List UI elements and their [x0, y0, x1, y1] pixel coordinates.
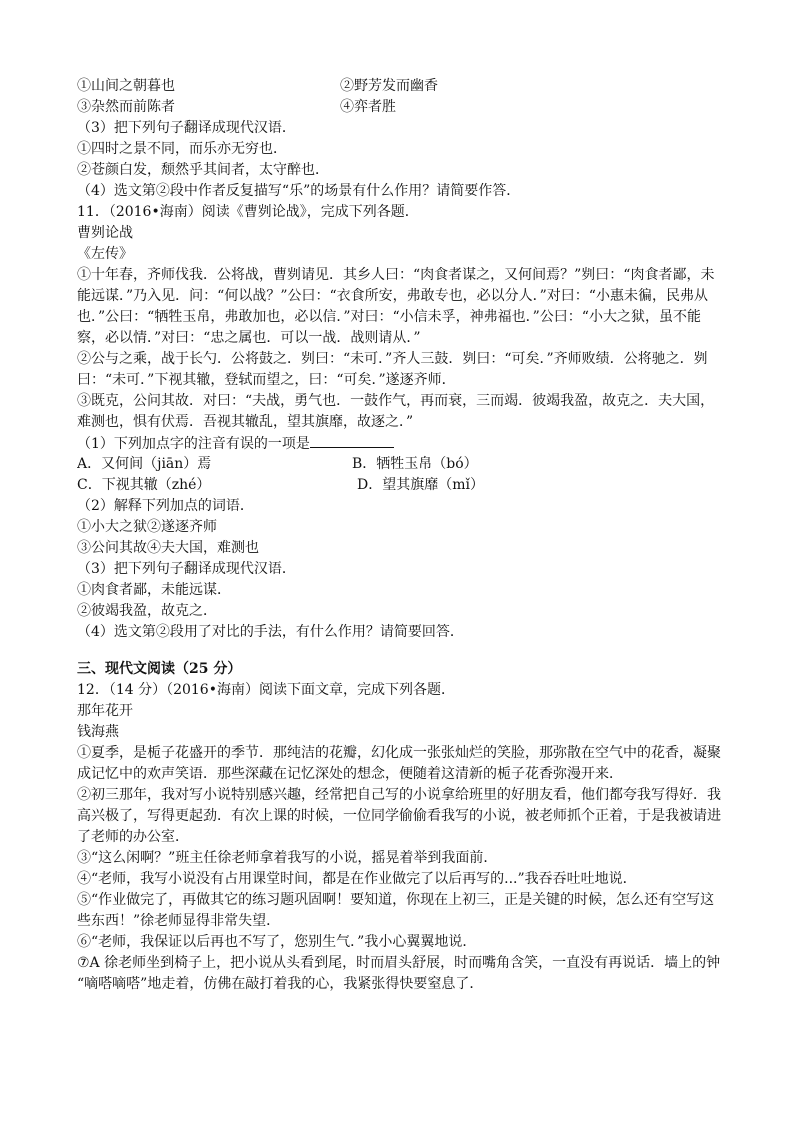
answer-row: [77, 76, 727, 96]
option-b: B．牺牲玉帛（bó）: [352, 456, 478, 472]
option-d: D．望其旗靡（mǐ）: [357, 477, 484, 493]
question-intro: 11．（2016•海南）阅读《曹刿论战》，完成下列各题．: [77, 204, 419, 220]
question-text: ②彼竭我盈，故克之．: [77, 603, 217, 619]
passage-line: 察，必以情．”对曰：“忠之属也．可以一战．战则请从．”: [77, 330, 421, 346]
option-row: [77, 454, 727, 474]
passage-line: 也．”公曰：“牺牲玉帛，弗敢加也，必以信．”对曰：“小信未孚，神弗福也．”公曰：“小大之狱，虽不能: [77, 309, 701, 325]
section-heading: 三、现代文阅读（25 分）: [77, 661, 242, 677]
passage-author: 钱海燕: [77, 724, 119, 740]
passage-line: “嘀嗒嘀嗒”地走着，仿佛在敲打着我的心，我紧张得快要窒息了．: [77, 976, 484, 992]
passage-line: ②初三那年，我对写小说特别感兴趣，经常把自己写的小说拿给班里的好朋友看，他们都夸我写得好．我: [77, 787, 721, 803]
item-4: ④弈者胜: [340, 99, 396, 115]
passage-line: 了老师的办公室．: [77, 829, 189, 845]
passage-line: 曰：“未可．”下视其辙，登轼而望之，曰：“可矣．”遂逐齐师．: [77, 372, 456, 388]
item-1: ①山间之朝暮也: [77, 78, 175, 94]
passage-line: ⑥“老师，我保证以后再也不写了，您别生气．”我小心翼翼地说．: [77, 934, 477, 950]
passage-title: 那年花开: [77, 703, 133, 719]
question-text: （3）把下列句子翻译成现代汉语．: [77, 561, 296, 577]
item-2: ②野芳发而幽香: [340, 78, 438, 94]
passage-line: ②公与之乘，战于长勺．公将鼓之．刿曰：“未可．”齐人三鼓．刿曰：“可矣．”齐师败绩．公将驰之．刿: [77, 351, 708, 367]
question-text: ②苍颜白发，颓然乎其间者，太守醉也．: [77, 162, 329, 178]
passage-line: ③“这么闲啊？”班主任徐老师拿着我写的小说，摇晃着举到我面前．: [77, 850, 498, 866]
passage-line: ⑤“作业做完了，再做其它的练习题巩固啊！要知道，你现在上初三，正是关键的时候，怎么还有空写这: [77, 892, 715, 908]
question-text: （3）把下列句子翻译成现代汉语．: [77, 120, 296, 136]
passage-line: 成记忆中的欢声笑语．那些深藏在记忆深处的想念，便随着这清新的栀子花香弥漫开来．: [77, 766, 623, 782]
question-text: （4）选文第②段用了对比的手法，有什么作用？请简要回答．: [77, 624, 464, 640]
passage-line: 能远谋．”乃入见．问：“何以战？”公曰：“衣食所安，弗敢专也，必以分人．”对曰：“小惠未徧，民弗从: [77, 288, 708, 304]
passage-source: 《左传》: [77, 246, 133, 262]
answer-blank[interactable]: [310, 433, 394, 448]
passage-line: ①十年春，齐师伐我．公将战，曹刿请见．其乡人曰：“肉食者谋之，又何间焉？”刿曰：“肉食者鄙，未: [77, 267, 715, 283]
passage-line: 难测也，惧有伏焉．吾视其辙乱，望其旗靡，故逐之．”: [77, 414, 414, 430]
question-text: [77, 433, 727, 453]
answer-row: [77, 97, 727, 117]
question-text: （4）选文第②段中作者反复描写“乐”的场景有什么作用？请简要作答．: [77, 183, 521, 199]
question-intro: 12．（14 分）（2016•海南）阅读下面文章，完成下列各题．: [77, 682, 455, 698]
passage-line: ⑦A 徐老师坐到椅子上，把小说从头看到尾，时而眉头舒展，时而嘴角含笑，一直没有再说话．墙上的钟: [77, 955, 721, 971]
question-text: ①四时之景不同，而乐亦无穷也．: [77, 141, 287, 157]
option-row: [77, 475, 727, 495]
passage-line: ①夏季，是栀子花盛开的季节．那纯洁的花瓣，幻化成一张张灿烂的笑脸，那弥散在空气中的花香，凝聚: [77, 745, 721, 761]
question-text: ①小大之狱②遂逐齐师: [77, 519, 217, 535]
item-3: ③杂然而前陈者: [77, 99, 175, 115]
passage-title: 曹刿论战: [77, 225, 133, 241]
passage-line: 些东西！”徐老师显得非常失望．: [77, 913, 281, 929]
passage-line: ③既克，公问其故．对曰：“夫战，勇气也．一鼓作气，再而衰，三而竭．彼竭我盈，故克之．夫大国，: [77, 393, 715, 409]
question-text: ③公问其故④夫大国，难测也: [77, 540, 259, 556]
passage-line: ④“老师，我写小说没有占用课堂时间，都是在作业做完了以后再写的...”我吞吞吐吐地说．: [77, 871, 637, 887]
question-text: ①肉食者鄙，未能远谋．: [77, 582, 231, 598]
option-a: A．又何间（jiān）焉: [77, 456, 212, 472]
option-c: C．下视其辙（zhé）: [77, 477, 211, 493]
question-1-text: （1）下列加点字的注音有误的一项是: [77, 436, 310, 452]
question-text: （2）解释下列加点的词语．: [77, 498, 254, 514]
passage-line: 高兴极了，写得更起劲．有次上课的时候，一位同学偷偷看我写的小说，被老师抓个正着，于是我被请进: [77, 808, 721, 824]
